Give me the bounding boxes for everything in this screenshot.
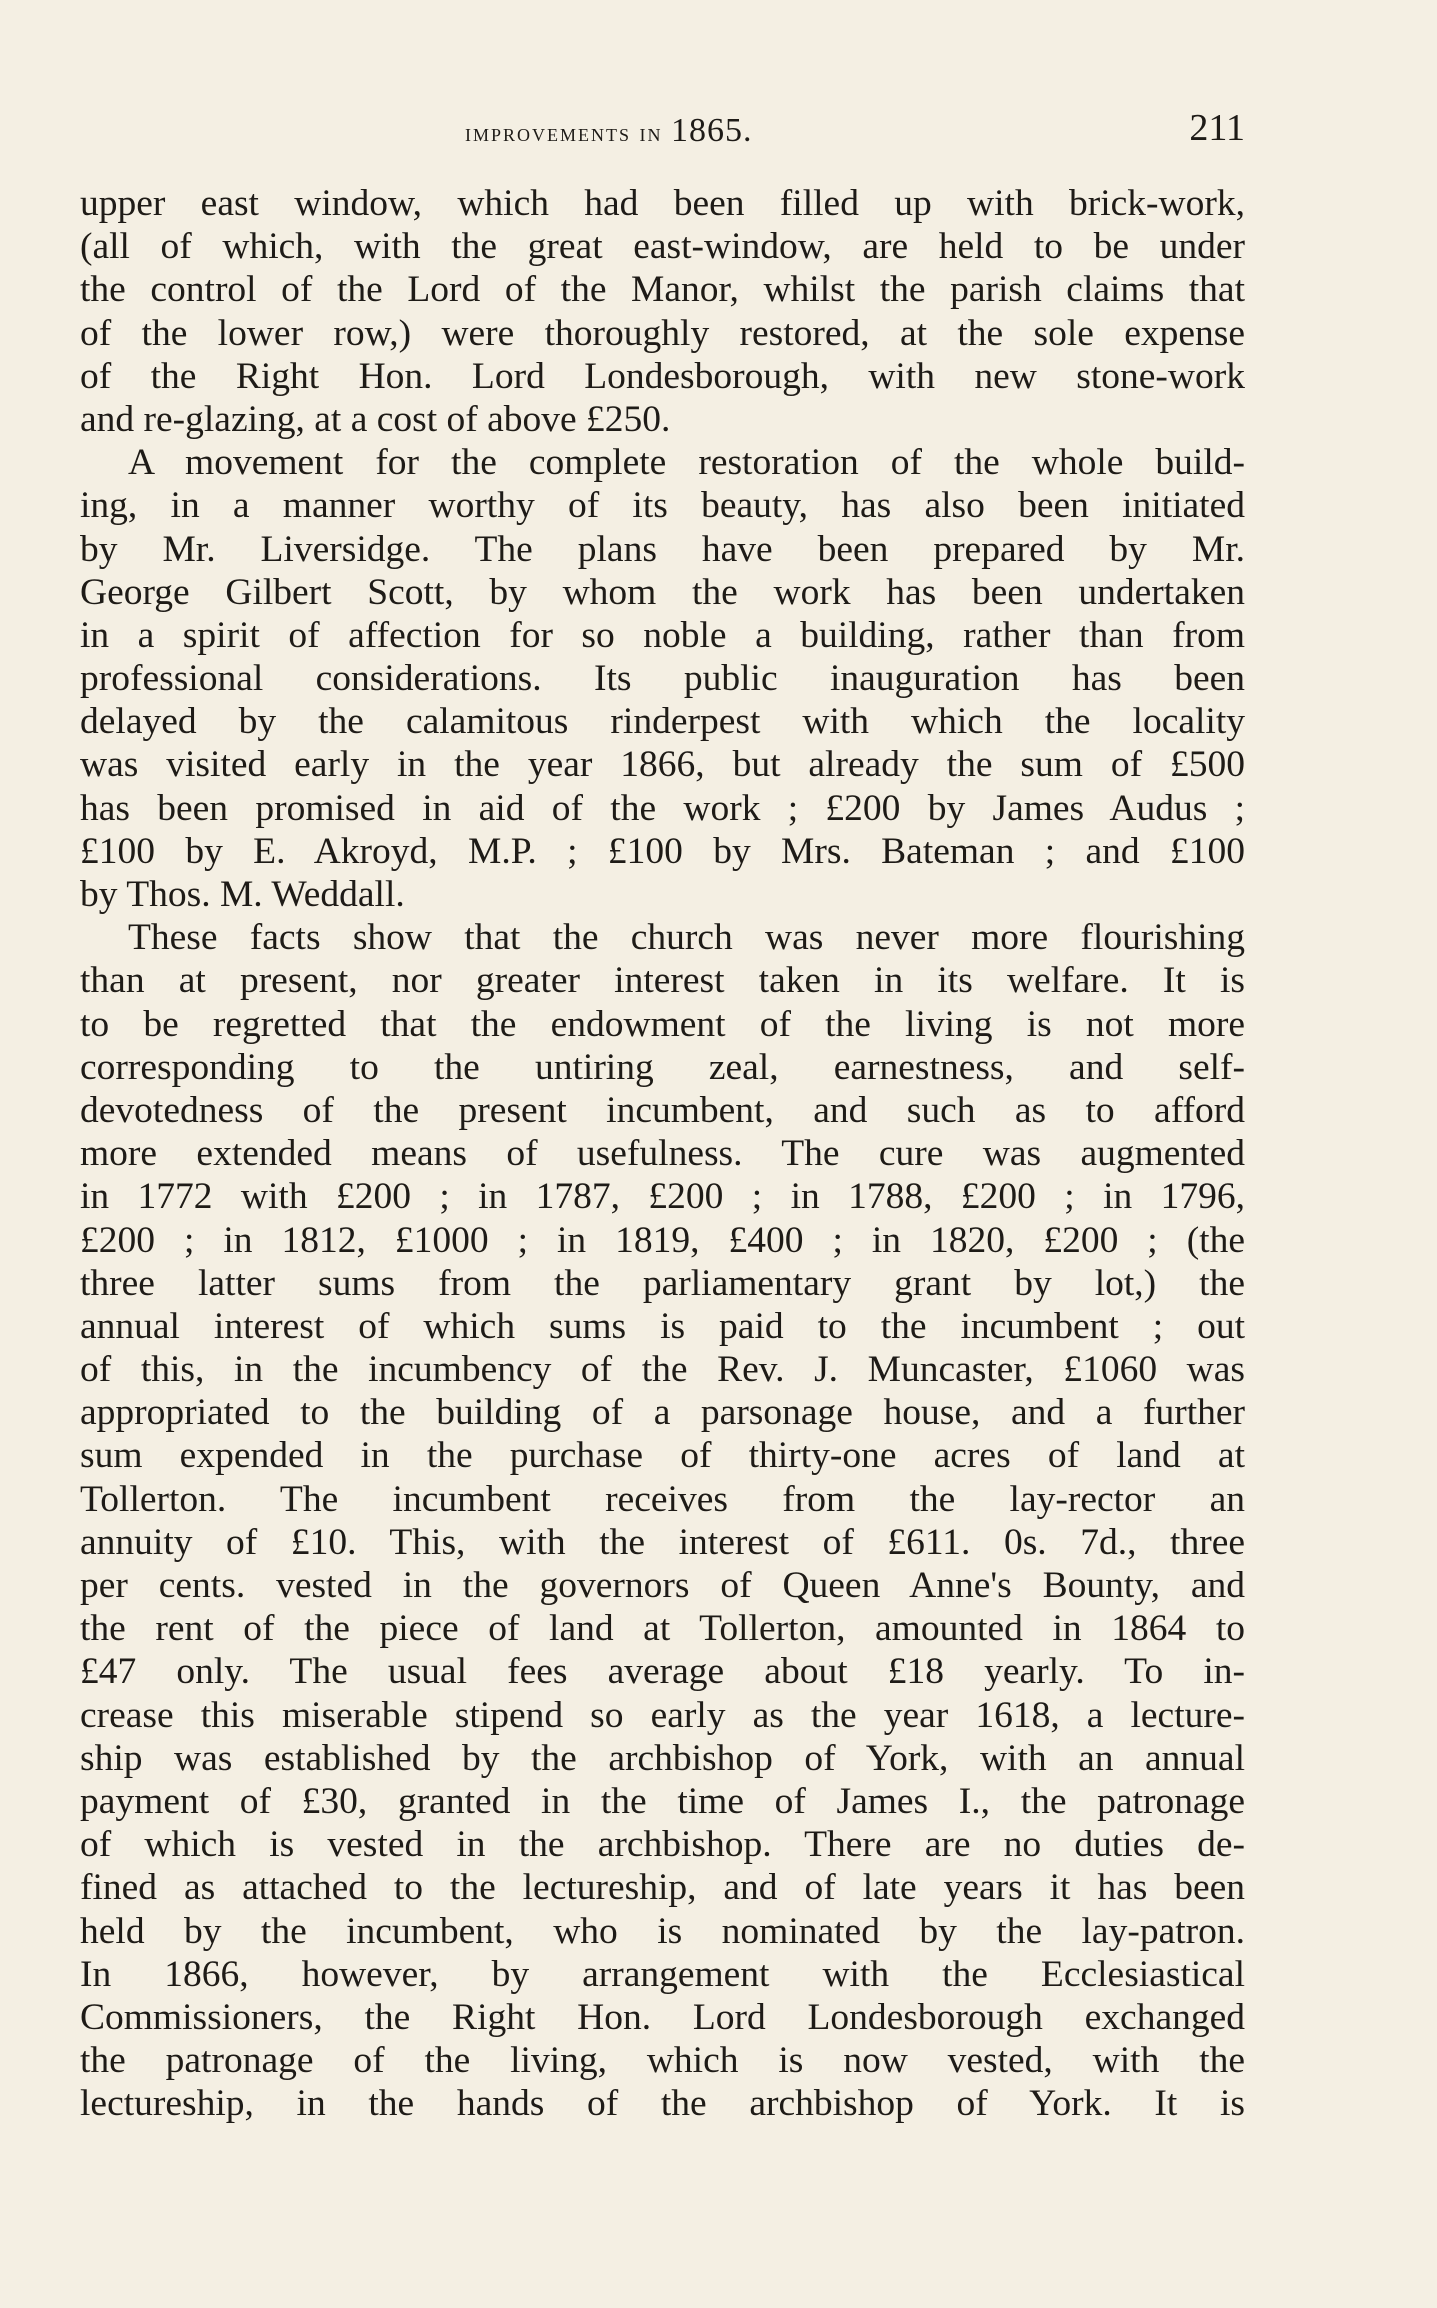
text-line: three latter sums from the parliamentary grant by lot,) the [80,1262,1245,1304]
text-line: by Thos. M. Weddall. [80,874,405,915]
text-line: Commissioners, the Right Hon. Lord Londesborough exchanged [80,1996,1245,2038]
text-line: These facts show that the church was never more flourishing [128,917,1245,959]
running-head [80,107,1245,162]
text-line: of which is vested in the archbishop. There are no duties de- [80,1824,1245,1866]
text-line: sum expended in the purchase of thirty-one acres of land at [80,1435,1245,1477]
running-title-year: 1865. [671,112,753,149]
text-line: £100 by E. Akroyd, M.P. ; £100 by Mrs. Bateman ; and £100 [80,830,1245,872]
book-page [80,107,1245,2125]
text-line: George Gilbert Scott, by whom the work has been undertaken [80,571,1245,613]
text-line: lectureship, in the hands of the archbishop of York. It is [80,2083,1245,2125]
text-line: crease this miserable stipend so early as the year 1618, a lecture- [80,1694,1245,1736]
text-line: by Mr. Liversidge. The plans have been prepared by Mr. [80,528,1245,570]
text-line: the patronage of the living, which is now vested, with the [80,2040,1245,2082]
text-line: per cents. vested in the governors of Queen Anne's Bounty, and [80,1565,1245,1606]
text-line: £200 ; in 1812, £1000 ; in 1819, £400 ; in 1820, £200 ; (the [80,1219,1245,1261]
text-line: was visited early in the year 1866, but already the sum of £500 [80,744,1245,786]
text-line: than at present, nor greater interest taken in its welfare. It is [80,960,1245,1002]
text-line: fined as attached to the lectureship, and of late years it has been [80,1867,1245,1909]
text-line: in 1772 with £200 ; in 1787, £200 ; in 1788, £200 ; in 1796, [80,1176,1245,1218]
text-line: in a spirit of affection for so noble a building, rather than from [80,614,1245,656]
text-line: has been promised in aid of the work ; £200 by James Audus ; [80,787,1245,829]
text-line: devotedness of the present incumbent, and such as to afford [80,1089,1245,1131]
text-line: ship was established by the archbishop of York, with an annual [80,1737,1245,1779]
text-line: £47 only. The usual fees average about £18 yearly. To in- [80,1651,1245,1693]
text-line: of this, in the incumbency of the Rev. J. Muncaster, £1060 was [80,1349,1245,1391]
text-line: professional considerations. Its public inauguration has been [80,658,1245,700]
text-line: A movement for the complete restoration of the whole build- [128,442,1245,484]
text-line: corresponding to the untiring zeal, earnestness, and self- [80,1046,1245,1088]
running-title [465,112,753,150]
paragraph-2 [80,441,1245,916]
text-line: the control of the Lord of the Manor, whilst the parish claims that [80,269,1245,311]
text-line: (all of which, with the great east-window, are held to be under [80,226,1245,268]
text-line: annuity of £10. This, with the interest of £611. 0s. 7d., three [80,1521,1245,1563]
text-line: of the lower row,) were thoroughly restored, at the sole expense [80,312,1245,354]
text-line: delayed by the calamitous rinderpest with which the locality [80,701,1245,743]
paragraph-3 [80,916,1245,2125]
text-line: the rent of the piece of land at Tollerton, amounted in 1864 to [80,1608,1245,1650]
text-line: and re-glazing, at a cost of above £250. [80,398,671,440]
text-line: held by the incumbent, who is nominated by the lay-patron. [80,1910,1245,1952]
text-line: In 1866, however, by arrangement with the Ecclesiastical [80,1953,1245,1995]
text-line: ing, in a manner worthy of its beauty, has also been initiated [80,485,1245,527]
running-title-text: improvements in [465,118,663,147]
text-line: annual interest of which sums is paid to the incumbent ; out [80,1305,1245,1347]
paragraph-1 [80,182,1245,441]
text-line: payment of £30, granted in the time of James I., the patronage [80,1780,1245,1822]
text-line: Tollerton. The incumbent receives from the lay-rector an [80,1478,1245,1520]
text-line: to be regretted that the endowment of the living is not more [80,1003,1245,1045]
text-line: of the Right Hon. Lord Londesborough, with new stone-work [80,355,1245,397]
page-number: 211 [1189,107,1245,149]
body-text [80,182,1245,2125]
text-line: more extended means of usefulness. The cure was augmented [80,1133,1245,1175]
text-line: upper east window, which had been filled up with brick-work, [80,183,1245,224]
text-line: appropriated to the building of a parsonage house, and a further [80,1392,1245,1434]
